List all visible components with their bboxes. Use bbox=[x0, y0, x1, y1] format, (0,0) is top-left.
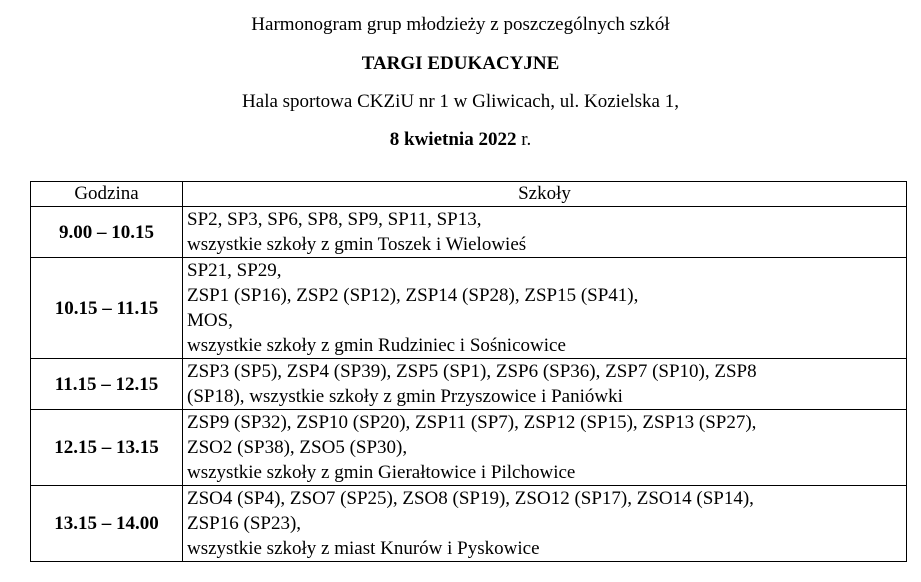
schools-line: ZSP1 (SP16), ZSP2 (SP12), ZSP14 (SP28), ZSP15 (SP41), bbox=[187, 285, 639, 306]
time-slot: 12.15 – 13.15 bbox=[31, 410, 183, 486]
schools-cell bbox=[183, 410, 907, 486]
table-header-row bbox=[31, 182, 907, 207]
event-date-suffix: r. bbox=[516, 129, 532, 150]
schools-line: (SP18), wszystkie szkoły z gmin Przyszowice i Paniówki bbox=[187, 386, 623, 407]
table-row bbox=[31, 486, 907, 562]
column-header-time: Godzina bbox=[31, 182, 183, 207]
event-location: Hala sportowa CKZiU nr 1 w Gliwicach, ul. Kozielska 1, bbox=[242, 91, 679, 112]
schools-cell bbox=[183, 486, 907, 562]
schools-line: ZSP16 (SP23), bbox=[187, 513, 302, 534]
schools-line: wszystkie szkoły z miast Knurów i Pyskowice bbox=[187, 538, 540, 559]
event-date-value: 8 kwietnia 2022 bbox=[389, 129, 517, 150]
time-slot: 9.00 – 10.15 bbox=[31, 207, 183, 258]
schools-line: SP2, SP3, SP6, SP8, SP9, SP11, SP13, bbox=[187, 209, 482, 230]
schools-line: wszystkie szkoły z gmin Gierałtowice i Pilchowice bbox=[187, 462, 576, 483]
time-slot: 13.15 – 14.00 bbox=[31, 486, 183, 562]
schedule-table bbox=[30, 181, 907, 562]
schools-line: ZSP3 (SP5), ZSP4 (SP39), ZSP5 (SP1), ZSP6 (SP36), ZSP7 (SP10), ZSP8 bbox=[187, 361, 757, 382]
schools-line: MOS, bbox=[187, 310, 233, 331]
table-row bbox=[31, 410, 907, 486]
schools-line: wszystkie szkoły z gmin Toszek i Wielowieś bbox=[187, 234, 527, 255]
schools-cell bbox=[183, 258, 907, 359]
table-row bbox=[31, 359, 907, 410]
schools-line: wszystkie szkoły z gmin Rudziniec i Sośnicowice bbox=[187, 335, 566, 356]
schools-line: ZSO4 (SP4), ZSO7 (SP25), ZSO8 (SP19), ZSO12 (SP17), ZSO14 (SP14), bbox=[187, 488, 754, 509]
table-row bbox=[31, 207, 907, 258]
document-title: Harmonogram grup młodzieży z poszczególnych szkół bbox=[251, 14, 670, 35]
schools-line: ZSP9 (SP32), ZSP10 (SP20), ZSP11 (SP7), ZSP12 (SP15), ZSP13 (SP27), bbox=[187, 412, 757, 433]
schools-cell bbox=[183, 207, 907, 258]
event-name: TARGI EDUKACYJNE bbox=[361, 53, 560, 74]
event-date bbox=[0, 129, 921, 151]
schools-cell bbox=[183, 359, 907, 410]
time-slot: 10.15 – 11.15 bbox=[31, 258, 183, 359]
column-header-schools: Szkoły bbox=[183, 182, 907, 207]
schools-line: ZSO2 (SP38), ZSO5 (SP30), bbox=[187, 437, 408, 458]
table-row bbox=[31, 258, 907, 359]
schools-line: SP21, SP29, bbox=[187, 260, 282, 281]
time-slot: 11.15 – 12.15 bbox=[31, 359, 183, 410]
